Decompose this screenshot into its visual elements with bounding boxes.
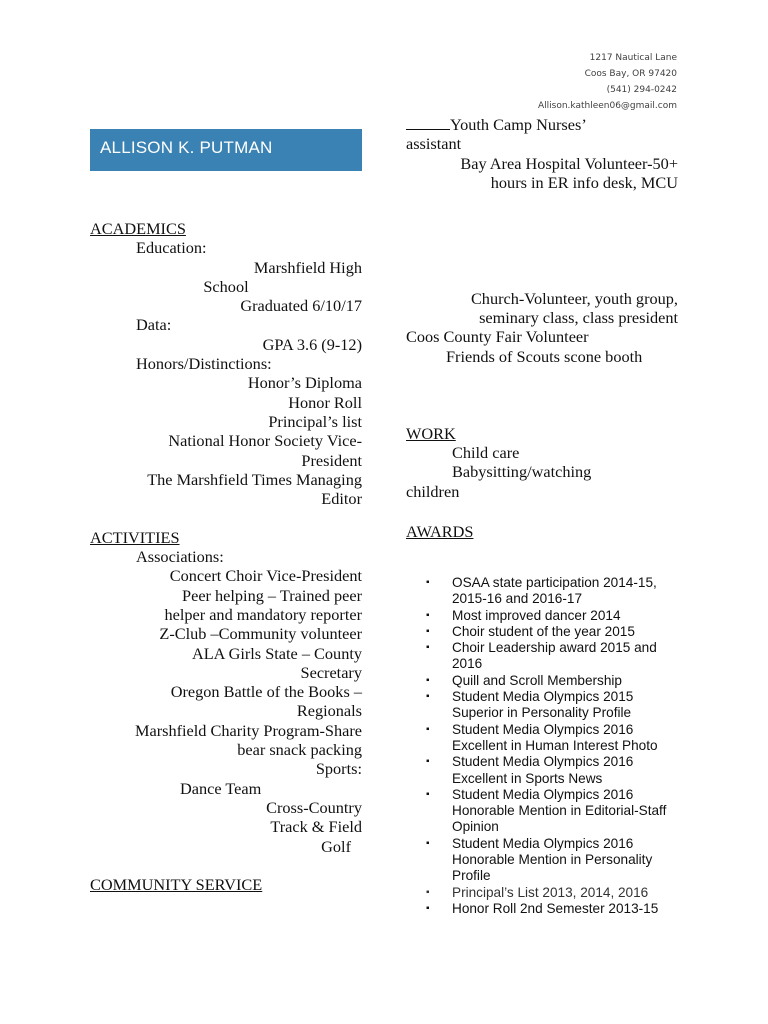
blank-line	[406, 116, 450, 130]
activities-heading: ACTIVITIES	[90, 527, 180, 547]
nhs-line-1: National Honor Society Vice-	[168, 431, 362, 451]
camp-line-2: assistant	[406, 134, 462, 154]
honor-item: Honor’s Diploma	[247, 373, 362, 393]
work-item-cont: children	[406, 481, 460, 501]
work-item: Babysitting/watching	[452, 462, 592, 482]
awards-list	[426, 575, 686, 917]
activity-line: Peer helping – Trained peer	[182, 585, 362, 605]
award-item: ▪ Student Media Olympics 2016 Excellent in Human Interest Photo	[426, 722, 686, 755]
contact-address: 1217 Nautical Lane	[589, 53, 677, 63]
sport-item: Dance Team	[180, 778, 262, 798]
sport-item: Track & Field	[270, 817, 362, 837]
work-heading: WORK	[406, 423, 456, 443]
contact-email[interactable]: Allison.kathleen06@gmail.com	[537, 101, 677, 111]
award-item: ▪ Principal’s List 2013, 2014, 2016	[426, 885, 686, 901]
activity-line: Z-Club –Community volunteer	[159, 624, 362, 644]
right-column	[406, 115, 678, 542]
education-label: Education:	[136, 238, 207, 258]
award-item: ▪ Honor Roll 2nd Semester 2013-15	[426, 901, 686, 917]
activity-line: bear snack packing	[237, 740, 362, 760]
left-column	[90, 219, 362, 894]
award-item: ▪ Choir student of the year 2015	[426, 624, 686, 640]
activity-line: Oregon Battle of the Books –	[170, 682, 362, 702]
contact-block	[538, 50, 677, 114]
times-line-2: Editor	[321, 489, 362, 509]
resume-name: ALLISON K. PUTMAN	[100, 138, 273, 157]
awards-heading: AWARDS	[406, 522, 474, 542]
times-line-1: The Marshfield Times Managing	[147, 469, 362, 489]
church-line-2: seminary class, class president	[479, 307, 678, 327]
award-item: ▪ Choir Leadership award 2015 and 2016	[426, 640, 686, 673]
scouts-line: Friends of Scouts scone booth	[446, 346, 643, 366]
award-item: ▪ Quill and Scroll Membership	[426, 673, 686, 689]
activity-line: Secretary	[300, 662, 362, 682]
work-item: Child care	[452, 443, 520, 463]
sport-item: Cross-Country	[266, 797, 362, 817]
activity-line: Regionals	[296, 701, 362, 721]
data-label: Data:	[136, 315, 172, 335]
award-item: ▪ Student Media Olympics 2015 Superior in Personality Profile	[426, 689, 686, 722]
school-line-1: Marshfield High	[253, 257, 362, 277]
school-line-2: School	[203, 276, 249, 296]
honor-item: Honor Roll	[288, 392, 362, 412]
gpa: GPA 3.6 (9-12)	[262, 334, 362, 354]
activity-line: Marshfield Charity Program-Share	[135, 720, 362, 740]
nhs-line-2: President	[301, 450, 362, 470]
honors-label: Honors/Distinctions:	[136, 354, 272, 374]
associations-label: Associations:	[136, 547, 224, 567]
graduated-date: Graduated 6/10/17	[240, 296, 362, 316]
activity-line: ALA Girls State – County	[191, 643, 362, 663]
activity-line: helper and mandatory reporter	[164, 604, 362, 624]
award-item: ▪ OSAA state participation 2014-15, 2015-16 and 2016-17	[426, 575, 686, 608]
fair-line: Coos County Fair Volunteer	[406, 327, 589, 347]
contact-phone: (541) 294-0242	[606, 85, 677, 95]
award-item: ▪ Student Media Olympics 2016 Honorable Mention in Editorial-Staff Opinion	[426, 787, 686, 836]
award-item: ▪ Student Media Olympics 2016 Honorable Mention in Personality Profile	[426, 836, 686, 885]
hospital-line-2: hours in ER info desk, MCU	[490, 172, 678, 192]
award-item: ▪ Student Media Olympics 2016 Excellent in Sports News	[426, 754, 686, 787]
church-line-1: Church-Volunteer, youth group,	[470, 288, 678, 308]
hospital-line-1: Bay Area Hospital Volunteer-50+	[460, 153, 678, 173]
contact-city: Coos Bay, OR 97420	[584, 69, 677, 79]
honor-item: Principal’s list	[268, 411, 362, 431]
activity-line: Concert Choir Vice-President	[169, 566, 362, 586]
name-banner	[90, 129, 362, 171]
academics-heading: ACADEMICS	[90, 219, 186, 238]
community-service-heading: COMMUNITY SERVICE	[90, 875, 263, 895]
sports-label: Sports:	[315, 759, 362, 779]
sport-item: Golf	[321, 836, 351, 856]
award-item: ▪ Most improved dancer 2014	[426, 608, 686, 624]
camp-line-1: Youth Camp Nurses’	[450, 115, 587, 134]
